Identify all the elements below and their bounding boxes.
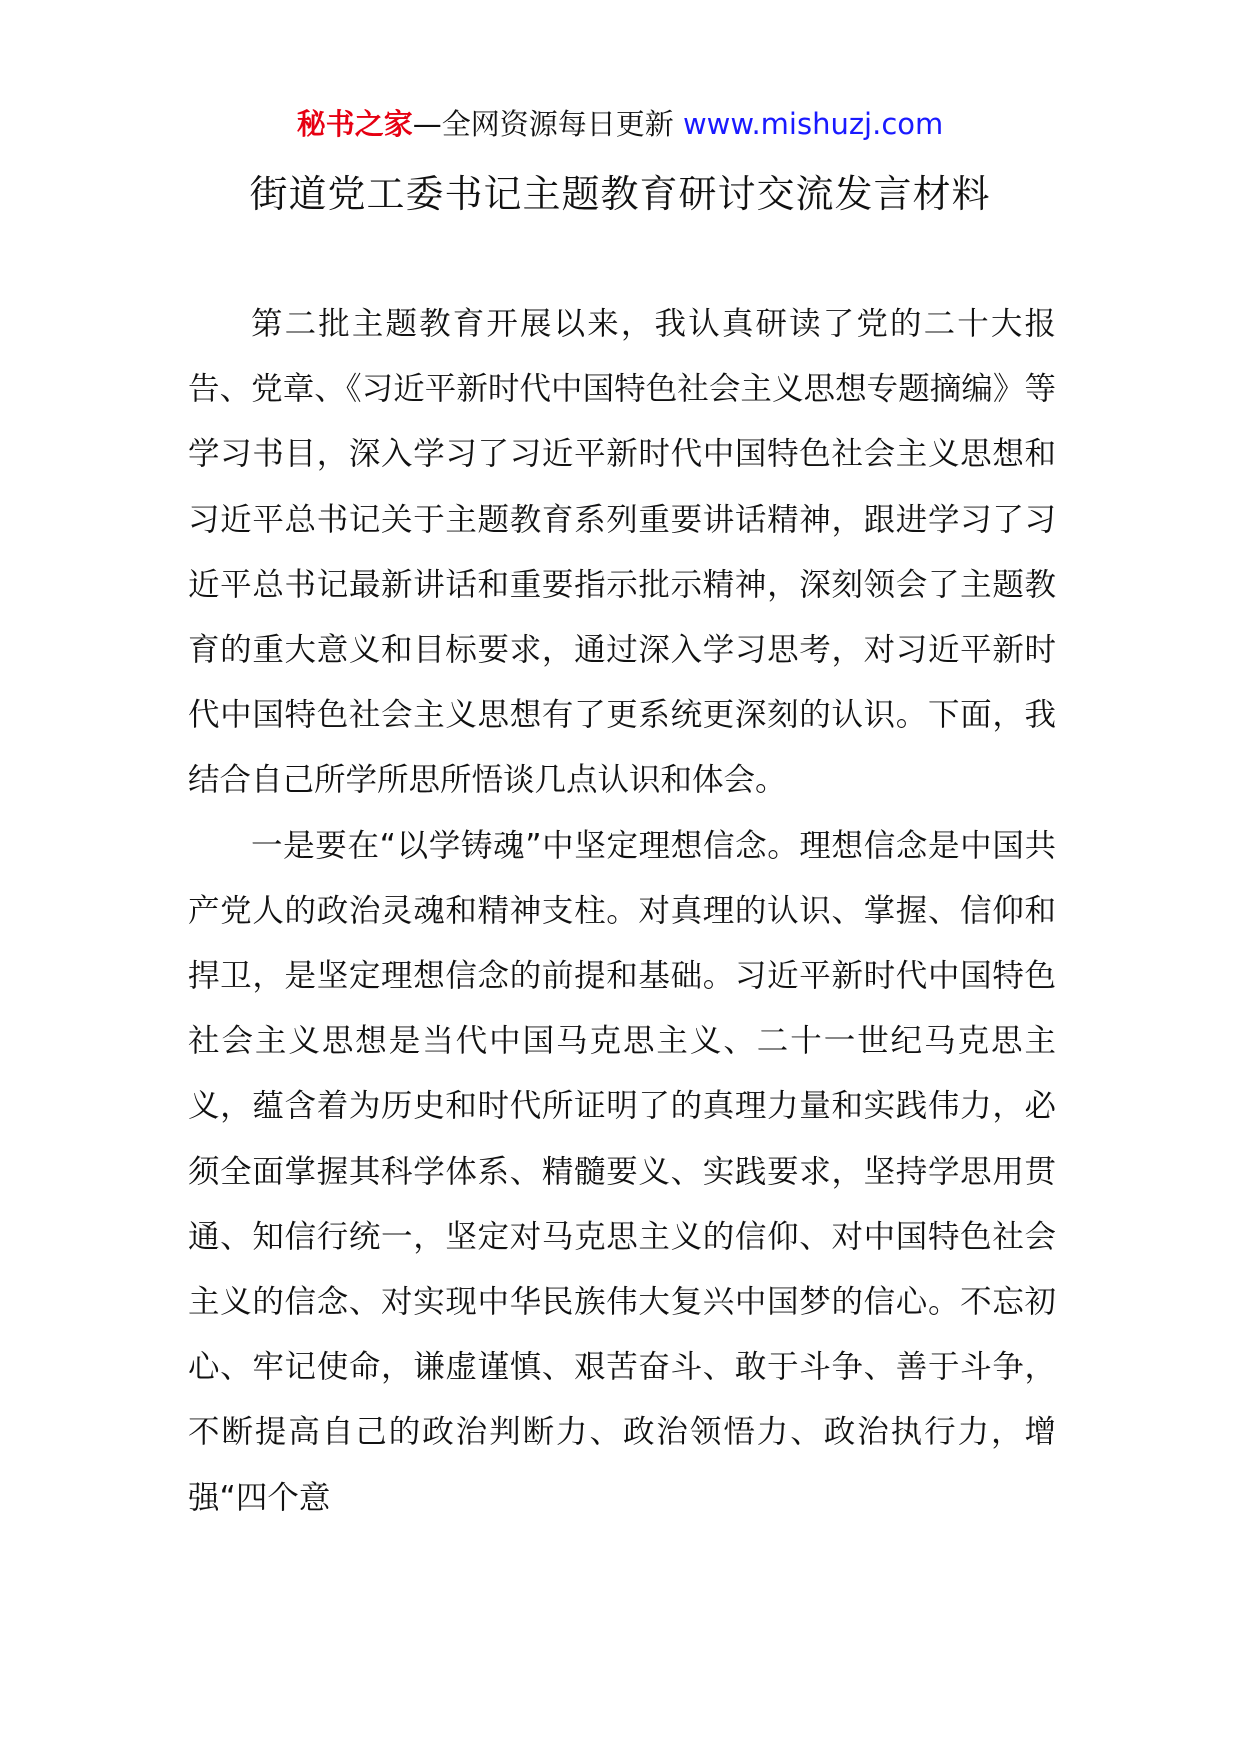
brand-name: 秘书之家 bbox=[296, 107, 413, 141]
site-url-link[interactable]: www.mishuzj.com bbox=[682, 107, 944, 141]
header-tagline: —全网资源每日更新 bbox=[412, 107, 683, 141]
document-body bbox=[188, 292, 1056, 1531]
site-header bbox=[0, 102, 1240, 146]
paragraph-intro: 第二批主题教育开展以来，我认真研读了党的二十大报告、党章、《习近平新时代中国特色社会主义思想专题摘编》等学习书目，深入学习了习近平新时代中国特色社会主义思想和习近平总书记关于主题教育系列重要讲话精神，跟进学习了习近平总书记最新讲话和重要指示批示精神，深刻领会了主题教育的重大意义和目标要求，通过深入学习思考，对习近平新时代中国特色社会主义思想有了更系统更深刻的认识。下面，我结合自己所学所思所悟谈几点认识和体会。 bbox=[188, 306, 1056, 799]
paragraph-point-one: 一是要在“以学铸魂”中坚定理想信念。理想信念是中国共产党人的政治灵魂和精神支柱。对真理的认识、掌握、信仰和捍卫，是坚定理想信念的前提和基础。习近平新时代中国特色社会主义思想是当代中国马克思主义、二十一世纪马克思主义，蕴含着为历史和时代所证明了的真理力量和实践伟力，必须全面掌握其科学体系、精髓要义、实践要求，坚持学思用贯通、知信行统一，坚定对马克思主义的信仰、对中国特色社会主义的信念、对实现中华民族伟大复兴中国梦的信心。不忘初心、牢记使命，谦虚谨慎、艰苦奋斗、敢于斗争、善于斗争，不断提高自己的政治判断力、政治领悟力、政治执行力，增强“四个意 bbox=[188, 827, 1056, 1516]
document-title: 街道党工委书记主题教育研讨交流发言材料 bbox=[249, 172, 991, 216]
